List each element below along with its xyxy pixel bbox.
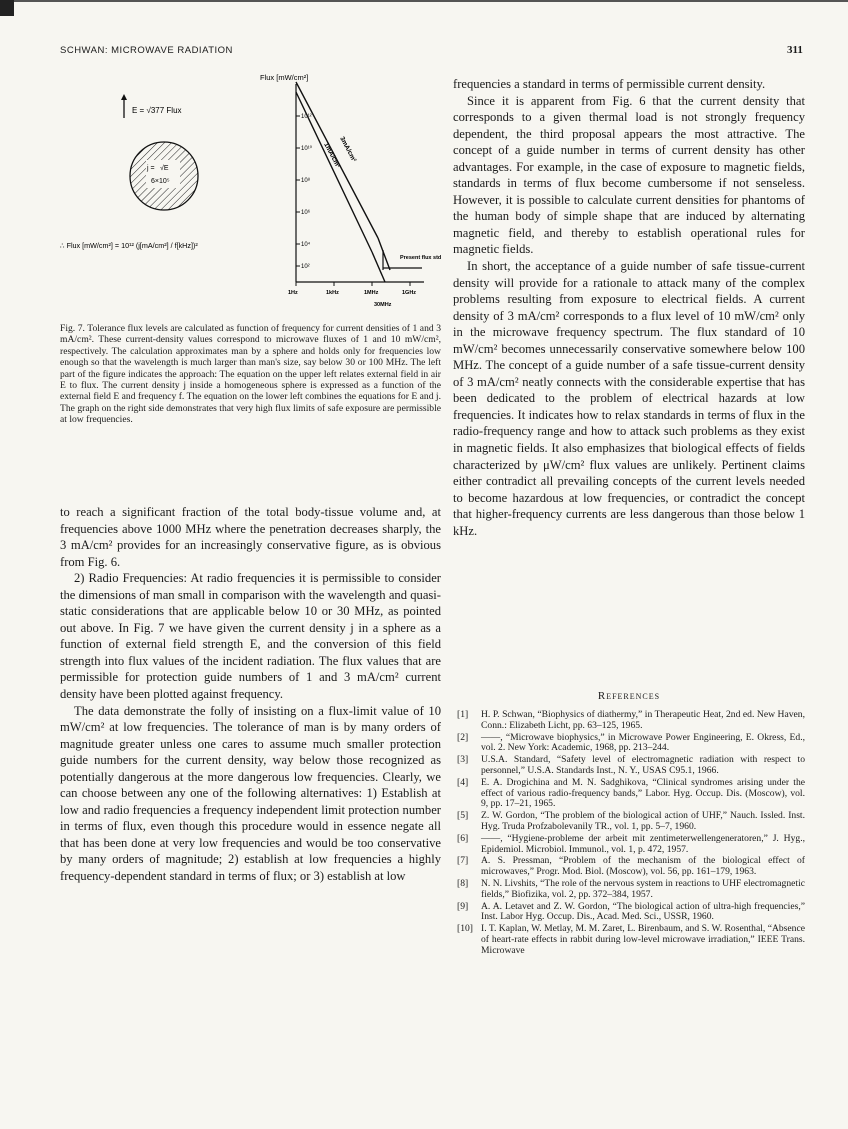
x-tick-1: 1Hz — [288, 290, 298, 296]
line-1ma-label: 1mA/cm² — [322, 141, 342, 170]
reference-item: [5] Z. W. Gordon, “The problem of the biological action of UHF,” Nauch. Issled. Inst. Hyg. Truda Profzabolevanily TR., vol. 1, pp. 5–7, 1960. — [457, 810, 805, 832]
reference-item: [10] I. T. Kaplan, W. Metlay, M. M. Zaret, L. Birenbaum, and S. W. Rosenthal, “Absence of heart-rate effects in rabbit during low-level microwave irradiation,” IEEE Trans. Microwave — [457, 923, 805, 956]
axis-title: Flux [mW/cm²] — [260, 73, 309, 82]
sphere-label-e: √E — [160, 165, 169, 172]
figure-caption — [60, 323, 441, 426]
reference-item: [2] ——, “Microwave biophysics,” in Microwave Power Engineering, E. Okress, Ed., vol. 2. New York: Academic, 1968, pp. 213–244. — [457, 731, 805, 754]
caption-label: Fig. 7. — [60, 323, 85, 334]
reference-item: [1] H. P. Schwan, “Biophysics of diathermy,” in Therapeutic Heat, 2nd ed. New Haven, Conn.: Elizabeth Licht, pp. 63–125, 1965. — [457, 709, 805, 731]
line-3ma-tail — [378, 238, 390, 270]
x-tick-30mhz: 30MHz — [374, 302, 392, 308]
y-tick-2: 10¹⁰ — [301, 146, 313, 152]
y-tick-3: 10⁸ — [301, 178, 311, 184]
reference-item: [8] N. N. Livshits, “The role of the nervous system in reactions to UHF electromagnetic fields,” Biofizika, vol. 2, pp. 372–384, 1957. — [457, 877, 805, 900]
figure-7-graphic — [60, 70, 441, 320]
scan-top-edge — [14, 0, 848, 2]
right-paragraph-1: frequencies a standard in terms of permissible current density. — [453, 77, 766, 91]
right-paragraph-3: In short, the acceptance of a guide number of safe tissue-current density will provide for a rationale to attack many of the complex problems resulting from exposure to electrical fields. A current density of 3 mA/cm² corresponds to a flux level of 10 mW/cm² only in the microwave frequency spectrum. The flux standard of 10 mW/cm² becomes unnecessarily conservative somewhere below 100 MHz. The concept of a guide number of a safe tissue-current density of 3 mA/cm² neatly connects with the considerable expertise that has been dedicated to the problem of electrical hazards at low frequencies. It indicates how to relax standards in terms of flux in the radio-frequency range and how to attack such problems as they exist in magnetic fields. It also emphasizes that biological effects of fields characterized by μW/cm² flux values are unlikely. Pertinent claims either contradict all prevailing concepts of the current levels needed to become hazardous at low frequencies, or contradict the concept that higher-frequency currents are less dangerous than those below 1 kHz. — [453, 259, 805, 538]
x-tick-3: 1MHz — [364, 290, 379, 296]
references-list — [453, 710, 805, 958]
figure-7 — [60, 70, 441, 320]
line-3ma-label: 3mA/cm² — [338, 135, 358, 164]
formula-flux: ∴ Flux [mW/cm²] = 10¹² (j[mA/cm²] / f[kHz])² — [60, 241, 198, 250]
reference-item: [6] ——, “Hygiene-probleme der arbeit mit zentimeterwellengeneratoren,” J. Hyg., Epidemiol. Microbiol. Immunol., vol. 1, p. 472, 1957. — [457, 832, 805, 855]
left-column — [60, 504, 441, 885]
e-arrowhead — [121, 94, 127, 100]
references-heading: References — [597, 690, 661, 702]
line-1ma — [296, 92, 372, 252]
reference-item: [3] U.S.A. Standard, “Safety level of electromagnetic radiation with respect to personnel,” U.S.A. Standards Inst., N. Y., USAS C95.1, 1966. — [457, 754, 805, 776]
right-column — [453, 76, 805, 539]
scan-corner-mark — [0, 0, 14, 16]
sphere-label-j: j = — [147, 165, 155, 172]
y-ticks — [296, 116, 300, 266]
formula-e: E = √377 Flux — [132, 106, 182, 115]
y-tick-4: 10⁶ — [301, 210, 311, 216]
reference-item: [7] A. S. Pressman, “Problem of the mechanism of the biological effect of microwaves,” Progr. Mod. Biol. (Moscow), vol. 56, pp. 161–179, 1963. — [457, 855, 805, 878]
reference-item: [4] E. A. Drogichina and M. N. Sadghikova, “Clinical syndromes arising under the effect of various radio-frequency bands,” Labor. Hyg. Occup. Dis. (Moscow), vol. 9, pp. 17–21, 1965. — [457, 776, 805, 810]
x-tick-2: 1kHz — [326, 290, 339, 296]
caption-text: Tolerance flux levels are calculated as function of frequency for current densities of 1 and 3 mA/cm². These current-density values correspond to microwave fluxes of 1 and 10 mW/cm², respectively. The calculation approximates man by a sphere and holds only for frequencies low enough so that the wavelength is much larger than man's size, say below 30 or 100 MHz. The left part of the figure indicates the approach: The equation on the upper left relates external field in air E to flux. The current density j inside a homogeneous sphere is expressed as a function of the external field E and frequency f. The equation on the lower left combines the equations for E and j. The graph on the right side demonstrates that very high flux limits of safe exposure are permissible at low frequencies. — [60, 323, 441, 426]
present-std-label: Present flux std. — [400, 255, 441, 261]
running-title: SCHWAN: MICROWAVE RADIATION — [60, 45, 233, 56]
y-tick-1: 10¹² — [301, 114, 312, 120]
page-number: 311 — [787, 44, 803, 56]
y-tick-5: 10⁴ — [301, 242, 311, 248]
left-paragraph-3: The data demonstrate the folly of insisting on a flux-limit value of 10 mW/cm² at low frequencies. The tolerance of man is by many orders of magnitude greater unless one cares to assume much smaller protection guide numbers for the current density, way below those recognized as potentially dangerous at the more dangerous low frequencies. Clearly, we can choose between any one of the following alternatives: 1) Establish at low and radio frequencies a frequency independent limit protection number in terms of flux, even though this procedure would in essence negate all that has been done at very low frequencies and would be too conservative by many orders of magnitude; 2) establish at low frequencies a highly frequency-dependent standard in terms of flux; or 3) establish at low — [60, 703, 441, 884]
sphere-label-const: 6×10⁵ — [151, 178, 170, 185]
x-ticks — [296, 282, 410, 286]
left-paragraph-1: to reach a significant fraction of the total body-tissue volume and, at frequencies above 1000 MHz where the penetration decreases sharply, the 3 mA/cm² provides for an increasingly conservative figure, as is obvious from Fig. 6. — [60, 505, 441, 569]
x-tick-4: 1GHz — [402, 290, 417, 296]
left-paragraph-2: 2) Radio Frequencies: At radio frequencies it is permissible to consider the dimensions of man small in comparison with the wavelength and quasi-static considerations that are applicable below 10 or 30 MHz, as pointed out above. In Fig. 7 we have given the current density j in a sphere as a function of external field strength E, and the conversion of this field strength into flux values of the incident radiation. The flux values that are permissible for protection guide numbers of 1 and 3 mA/cm² current density have been plotted against frequency. — [60, 571, 441, 702]
y-tick-6: 10² — [301, 264, 310, 270]
reference-item: [9] A. A. Letavet and Z. W. Gordon, “The biological action of ultra-high frequencies,” Inst. Labor Hyg. Occup. Dis., Acad. Med. Sci., USSR, 1960. — [457, 900, 805, 923]
right-paragraph-2: Since it is apparent from Fig. 6 that the current density that corresponds to a given thermal load is not strongly frequency dependent, the third proposal appears the most attractive. The concept of a guide number in terms of current density has other advantages. For example, in the case of exposure to magnetic fields, standards in terms of flux become cumbersome if not senseless. However, it is possible to calculate current densities for phantoms of the human body of simple shape that are induced by alternating magnetic field, and thereby to establish operational rules for magnetic fields. — [453, 93, 805, 257]
